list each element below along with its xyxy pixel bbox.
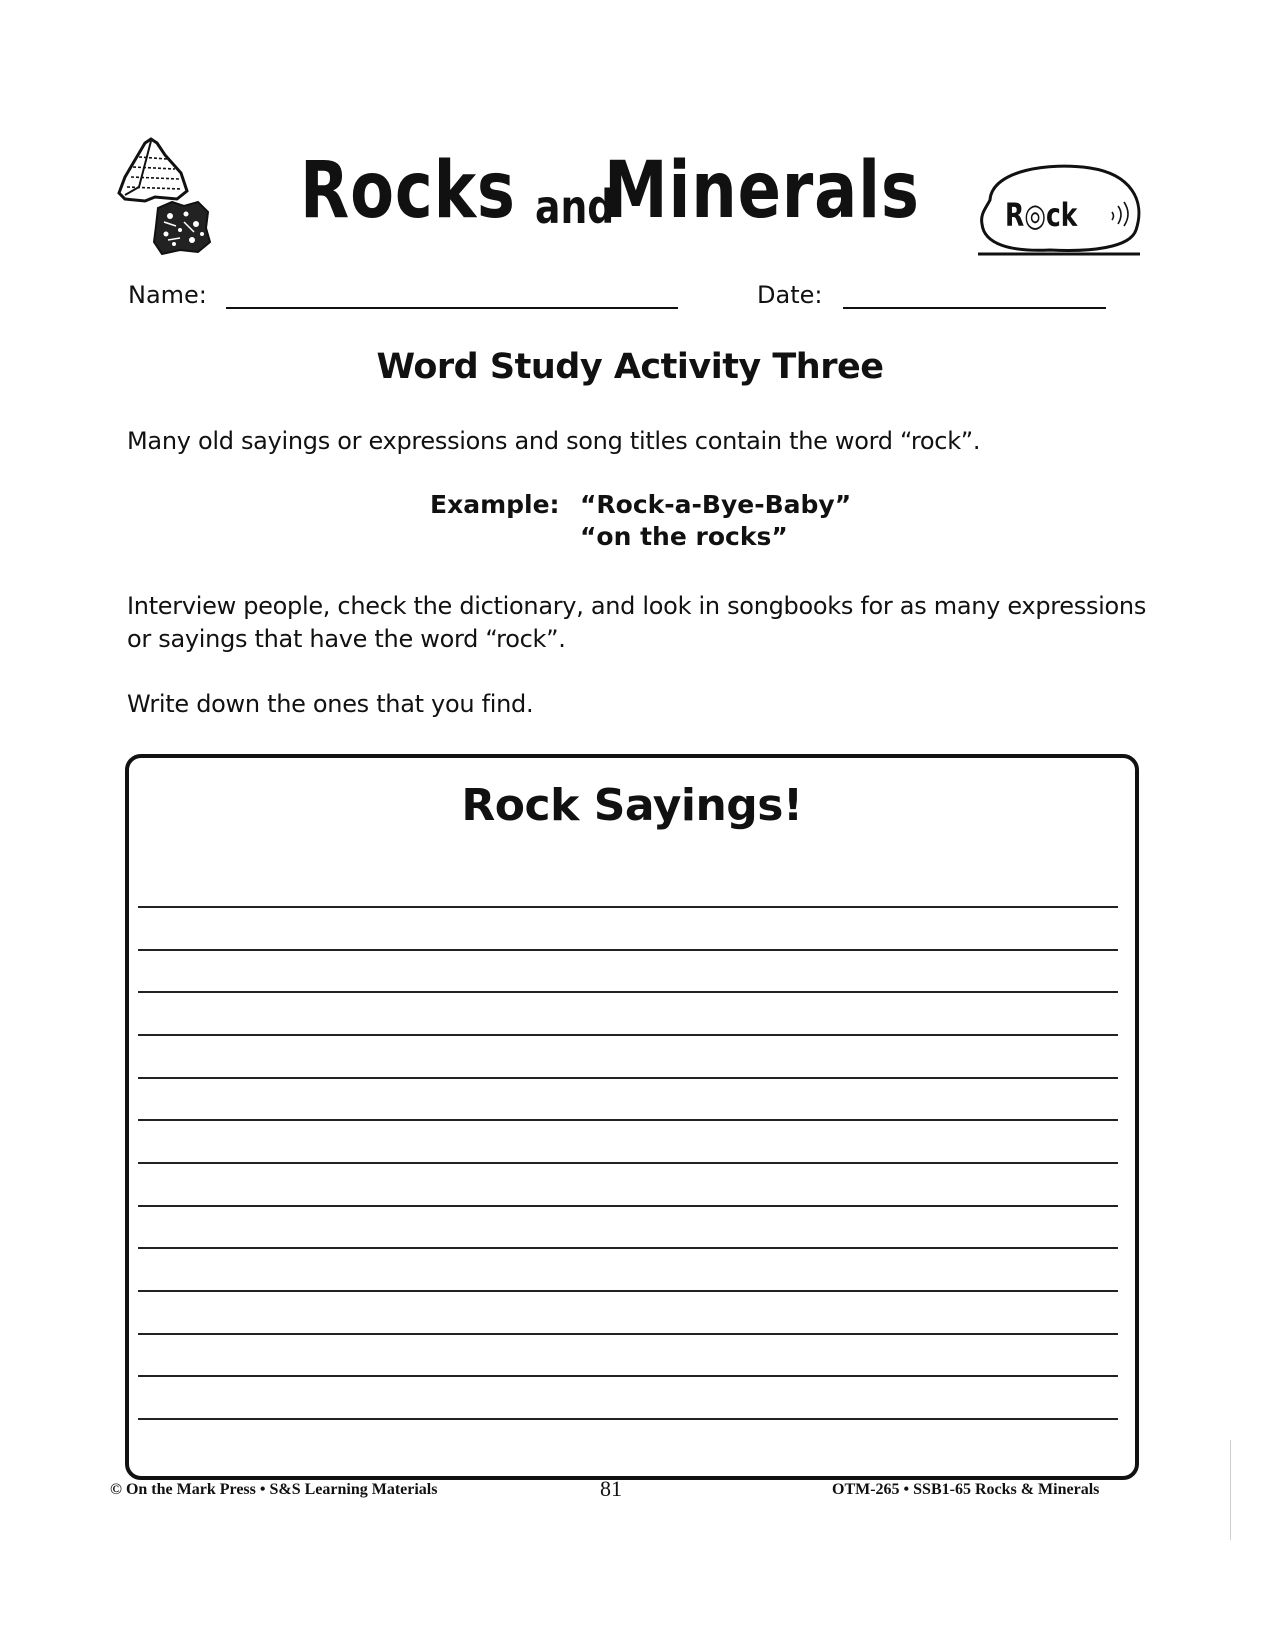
activity-title: Word Study Activity Three [376,347,884,387]
footer-publisher: © On the Mark Press • S&S Learning Materials [110,1481,438,1498]
name-label: Name: [128,281,207,309]
mineral-icon [150,198,212,256]
title-and: and [535,180,615,234]
title-minerals: Minerals [603,146,920,236]
scan-edge [1230,1440,1231,1540]
writing-line[interactable] [138,1119,1118,1121]
writing-line[interactable] [138,1418,1118,1420]
date-field[interactable] [843,307,1106,309]
date-label: Date: [757,281,823,309]
writing-line[interactable] [138,1375,1118,1377]
rock-badge-label: R◎ck [1005,196,1078,234]
intro-text: Many old sayings or expressions and song titles contain the word “rock”. [127,427,981,455]
writing-line[interactable] [138,1290,1118,1292]
page-title [300,140,980,236]
write-down-text: Write down the ones that you find. [127,690,534,718]
writing-line[interactable] [138,1077,1118,1079]
writing-line[interactable] [138,1247,1118,1249]
example-label: Example: [430,490,560,519]
writing-line[interactable] [138,949,1118,951]
writing-line[interactable] [138,1333,1118,1335]
writing-line[interactable] [138,906,1118,908]
instructions-text: Interview people, check the dictionary, and look in songbooks for as many expressions or sayings that have the word “rock”. [127,592,1147,653]
sayings-title: Rock Sayings! [461,780,803,831]
page-number: 81 [600,1476,622,1501]
footer-product-code: OTM-265 • SSB1-65 Rocks & Minerals [832,1481,1100,1498]
sayings-box [125,754,1139,1480]
writing-line[interactable] [138,1162,1118,1164]
writing-line[interactable] [138,1034,1118,1036]
example-item: “on the rocks” [580,522,788,551]
name-field[interactable] [226,307,678,309]
writing-line[interactable] [138,1205,1118,1207]
writing-line[interactable] [138,991,1118,993]
title-rocks: Rocks [300,146,516,236]
example-item: “Rock-a-Bye-Baby” [580,490,852,519]
